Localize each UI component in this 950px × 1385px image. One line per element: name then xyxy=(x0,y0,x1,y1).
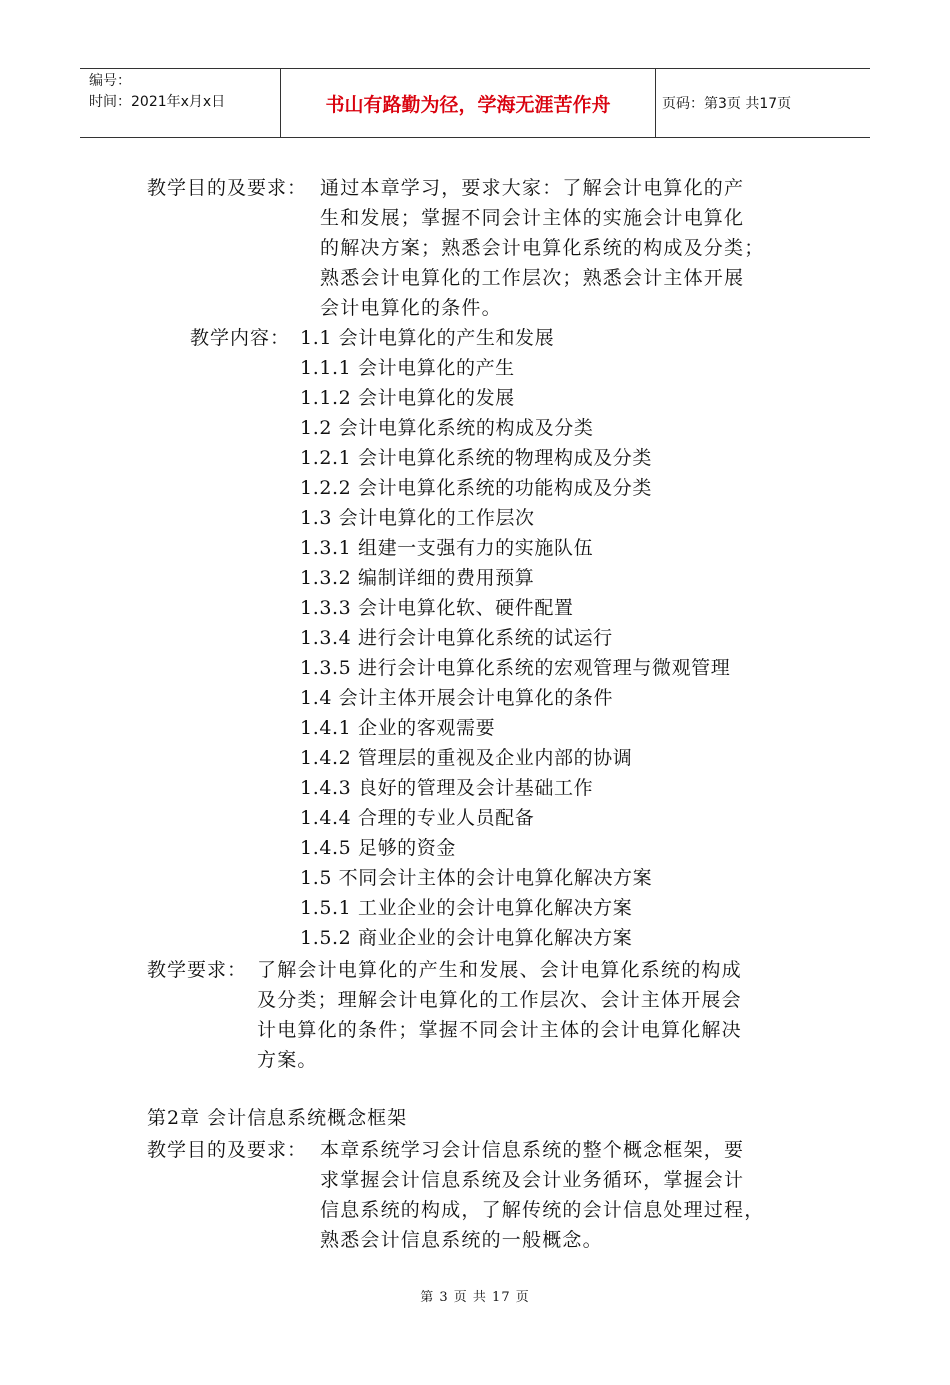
ch2-goal-line: 信息系统的构成，了解传统的会计信息处理过程， xyxy=(320,1199,765,1221)
toc-item: 1.5.2 商业企业的会计电算化解决方案 xyxy=(300,927,633,949)
toc-item: 1.1.1 会计电算化的产生 xyxy=(300,357,515,379)
header-page-info: 页码：第3页 共17页 xyxy=(662,96,792,112)
toc-item: 1.4 会计主体开展会计电算化的条件 xyxy=(300,687,614,709)
ch2-goal-text xyxy=(320,1135,764,1255)
toc-item: 1.2 会计电算化系统的构成及分类 xyxy=(300,417,594,439)
toc-item: 1.3.5 进行会计电算化系统的宏观管理与微观管理 xyxy=(300,657,731,679)
ch1-req-line: 及分类；理解会计电算化的工作层次、会计主体开展会 xyxy=(257,989,742,1011)
toc-item: 1.3.2 编制详细的费用预算 xyxy=(300,567,535,589)
toc-item: 1.3 会计电算化的工作层次 xyxy=(300,507,535,529)
ch1-req-line: 计电算化的条件；掌握不同会计主体的会计电算化解决 xyxy=(257,1019,742,1041)
ch1-req-label: 教学要求： xyxy=(147,959,248,981)
ch1-contents-list xyxy=(300,323,730,953)
ch2-goal-label: 教学目的及要求： xyxy=(147,1139,308,1161)
toc-item: 1.2.1 会计电算化系统的物理构成及分类 xyxy=(300,447,652,469)
ch2-title: 第2章 会计信息系统概念框架 xyxy=(147,1107,408,1129)
ch2-goal-line: 本章系统学习会计信息系统的整个概念框架，要 xyxy=(320,1139,745,1161)
toc-item: 1.3.4 进行会计电算化系统的试运行 xyxy=(300,627,613,649)
toc-item: 1.4.3 良好的管理及会计基础工作 xyxy=(300,777,594,799)
ch1-goal-line: 熟悉会计电算化的工作层次；熟悉会计主体开展 xyxy=(320,267,745,289)
document-number-label: 编号： xyxy=(89,73,131,89)
ch1-goal-line: 通过本章学习，要求大家：了解会计电算化的产 xyxy=(320,177,745,199)
ch2-goal-line: 熟悉会计信息系统的一般概念。 xyxy=(320,1229,603,1251)
ch1-req-text xyxy=(257,955,742,1075)
ch1-goal-line: 会计电算化的条件。 xyxy=(320,297,502,319)
toc-item: 1.3.3 会计电算化软、硬件配置 xyxy=(300,597,574,619)
ch1-goal-line: 生和发展；掌握不同会计主体的实施会计电算化 xyxy=(320,207,745,229)
toc-item: 1.4.4 合理的专业人员配备 xyxy=(300,807,535,829)
ch1-goal-text xyxy=(320,173,764,323)
toc-item: 1.3.1 组建一支强有力的实施队伍 xyxy=(300,537,594,559)
toc-item: 1.5 不同会计主体的会计电算化解决方案 xyxy=(300,867,653,889)
ch1-req-line: 方案。 xyxy=(257,1049,318,1071)
page-header xyxy=(80,68,870,138)
ch1-req-line: 了解会计电算化的产生和发展、会计电算化系统的构成 xyxy=(257,959,742,981)
toc-item: 1.4.1 企业的客观需要 xyxy=(300,717,496,739)
toc-item: 1.4.2 管理层的重视及企业内部的协调 xyxy=(300,747,633,769)
toc-item: 1.2.2 会计电算化系统的功能构成及分类 xyxy=(300,477,652,499)
ch1-content-label: 教学内容： xyxy=(190,327,291,349)
header-motto: 书山有路勤为径，学海无涯苦作舟 xyxy=(281,69,656,137)
toc-item: 1.4.5 足够的资金 xyxy=(300,837,456,859)
document-time: 时间：2021年x月x日 xyxy=(89,94,226,110)
toc-item: 1.5.1 工业企业的会计电算化解决方案 xyxy=(300,897,633,919)
ch2-goal-line: 求掌握会计信息系统及会计业务循环，掌握会计 xyxy=(320,1169,745,1191)
toc-item: 1.1 会计电算化的产生和发展 xyxy=(300,327,555,349)
ch1-goal-label: 教学目的及要求： xyxy=(147,177,308,199)
toc-item: 1.1.2 会计电算化的发展 xyxy=(300,387,515,409)
page-footer: 第 3 页 共 17 页 xyxy=(420,1290,530,1305)
header-meta xyxy=(80,69,281,137)
ch1-goal-line: 的解决方案；熟悉会计电算化系统的构成及分类； xyxy=(320,237,765,259)
